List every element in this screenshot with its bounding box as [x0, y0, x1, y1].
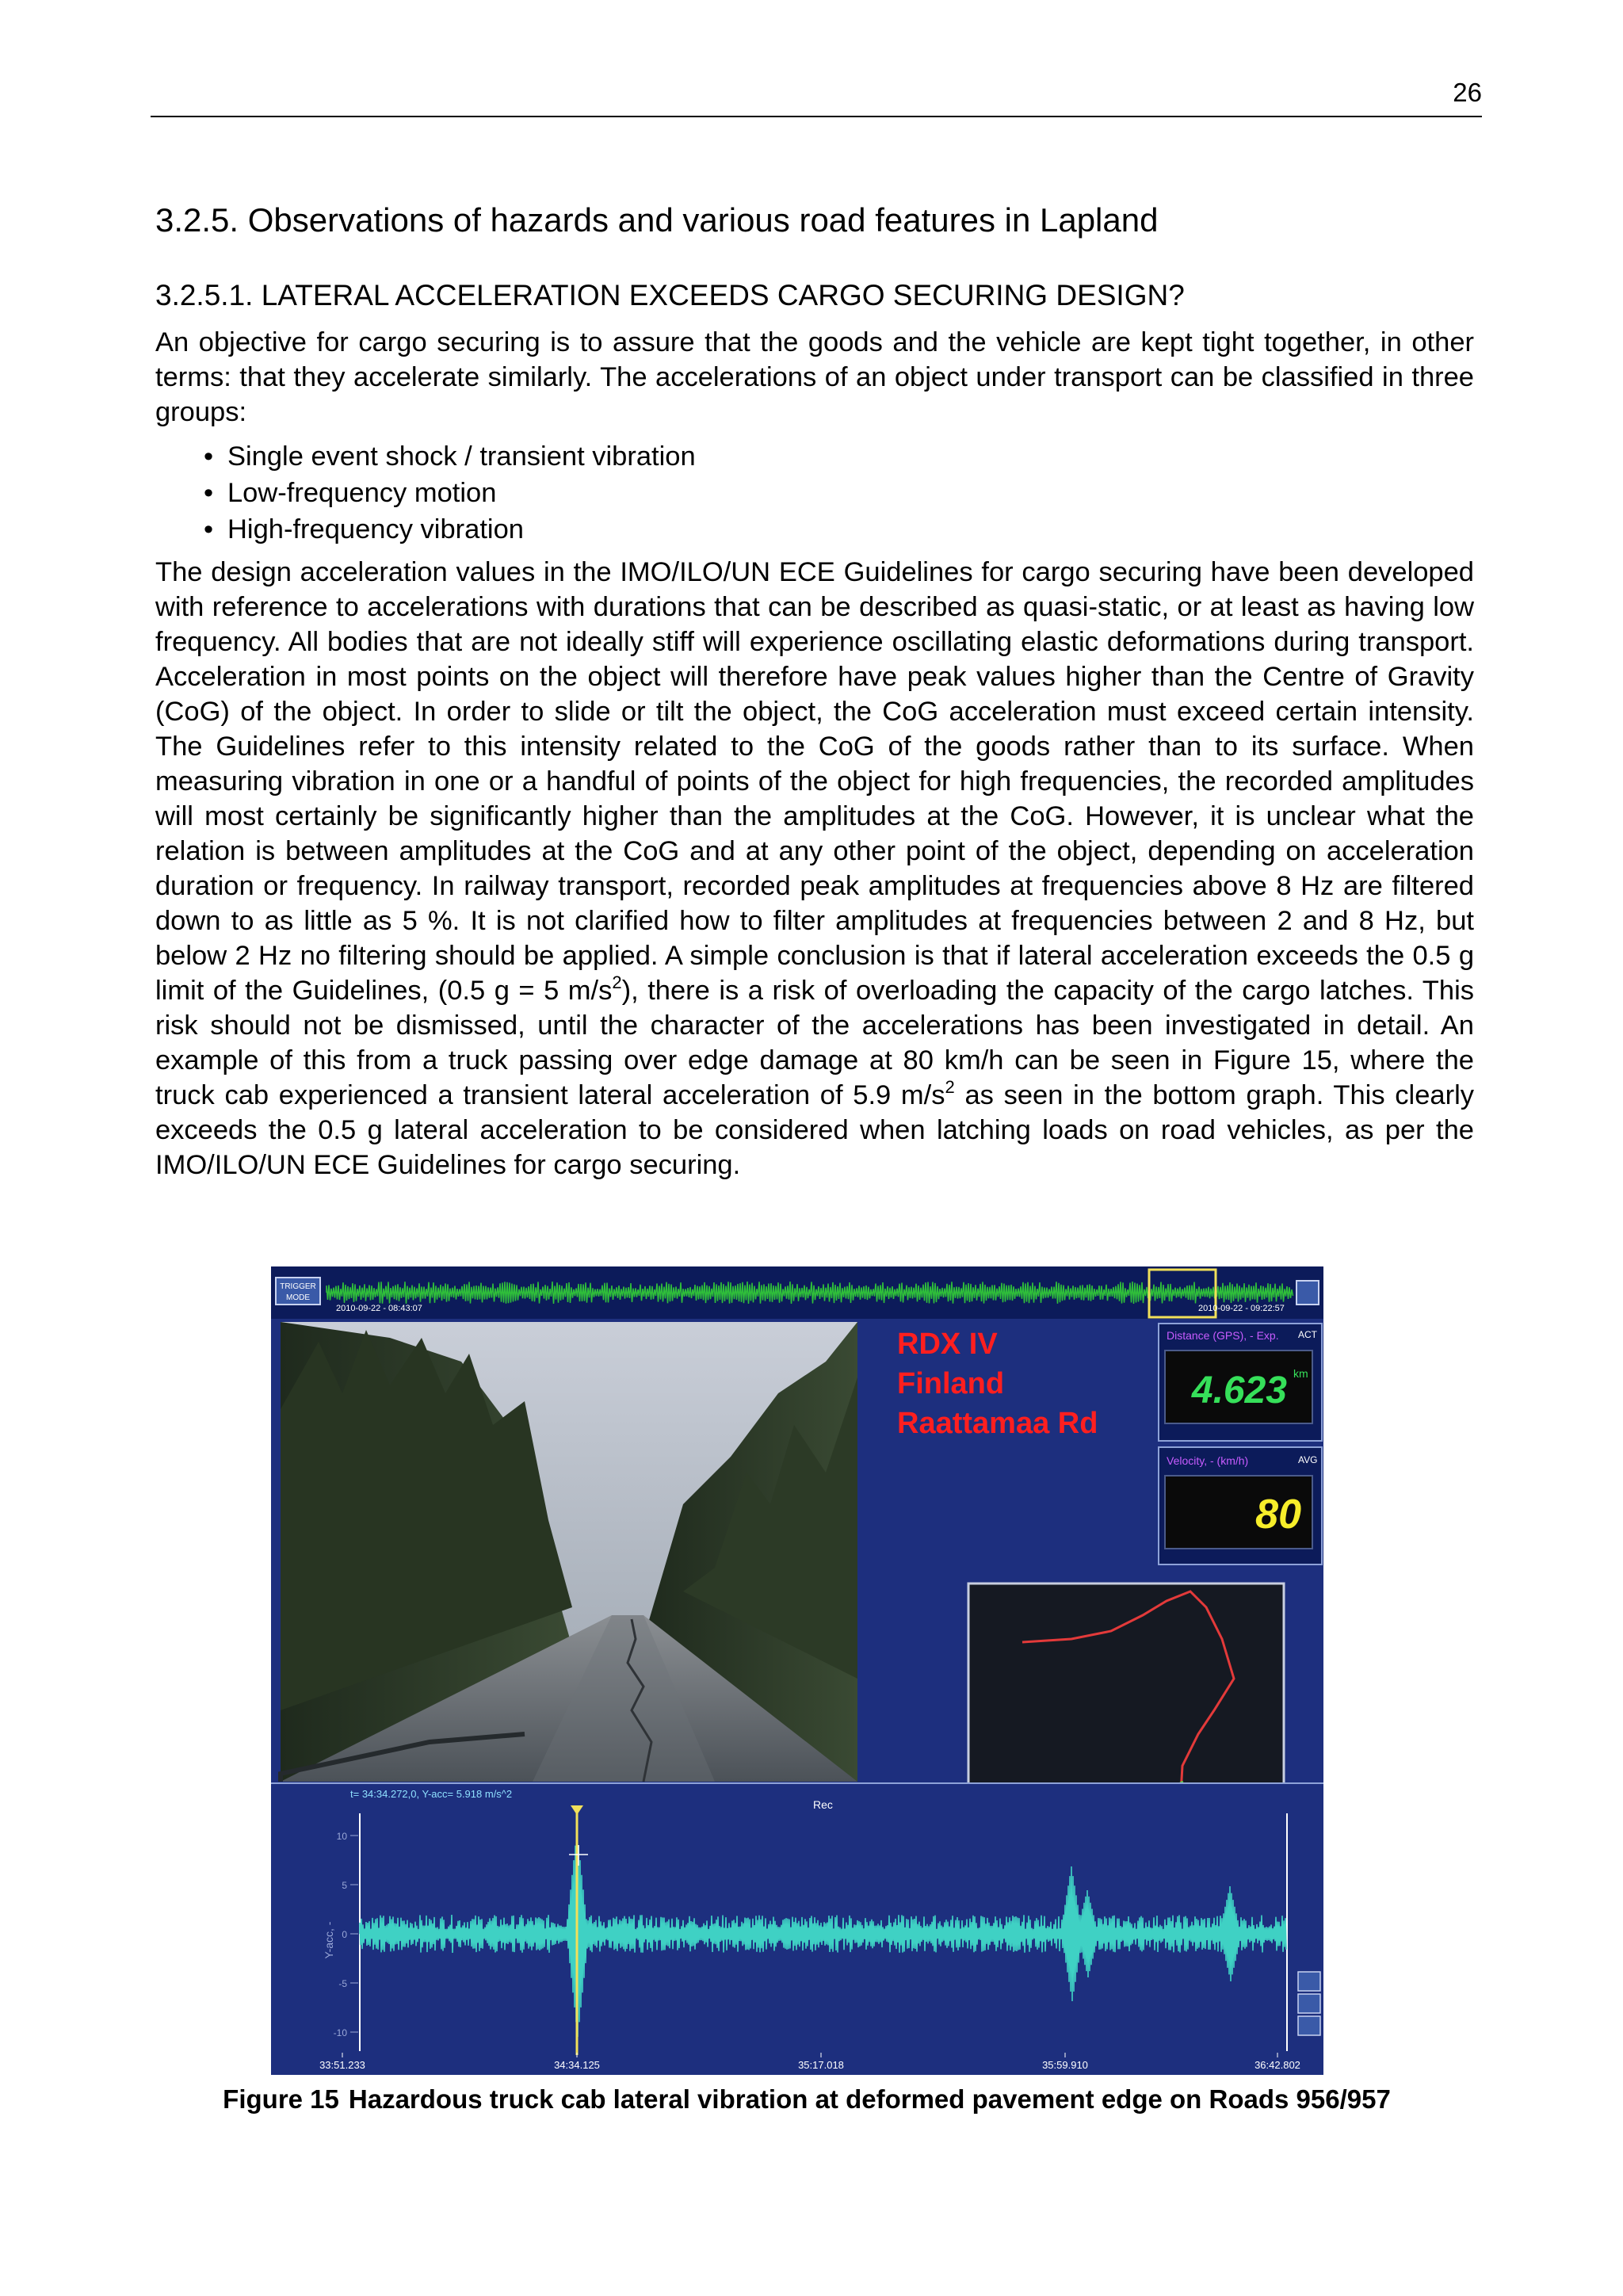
y-tick-label: -5: [338, 1978, 347, 1989]
location-country: Finland: [897, 1367, 1005, 1400]
distance-unit: km: [1293, 1367, 1308, 1380]
page-number: 26: [1453, 78, 1482, 107]
timeline-start-label: 2010-09-22 - 08:43:07: [336, 1304, 422, 1313]
trigger-mode-label: MODE: [286, 1293, 310, 1302]
time-tick-label: 36:42.802: [1254, 2059, 1300, 2071]
velocity-label: Velocity, - (km/h): [1167, 1454, 1249, 1467]
y-tick-label: 5: [342, 1880, 347, 1891]
location-road: Raattamaa Rd: [897, 1407, 1098, 1440]
subsection-heading: 3.2.5.1. LATERAL ACCELERATION EXCEEDS CARGO SECURING DESIGN?: [155, 279, 1185, 311]
paragraph-text: The design acceleration values in the IMO/ILO/UN ECE Guidelines for cargo securing have been developed with reference to accelerations with durations that can be described as quasi-static, or at least as having low frequency. All bodies that are not ideally stiff will experience oscillating elastic deformations during transport. Acceleration in most points on the object will therefore have peak values higher than the Centre of Gravity (CoG) of the object. In order to slide or tilt the object, the CoG acceleration must exceed certain intensity. The Guidelines refer to this intensity related to the CoG of the goods rather than to its surface. When measuring vibration in one or a handful of points of the object for high frequencies, the recorded amplitudes will most certainly be significantly higher than the amplitudes at the CoG. However, it is unclear what the relation is between amplitudes at the CoG and at any other point of the object, depending on acceleration duration or frequency. In railway transport, recorded peak amplitudes at frequencies above 8 Hz are filtered down to as little as 5 %. It is not clarified how to filter amplitudes at frequencies between 2 and 8 Hz, but below 2 Hz no filtering should be applied. A simple conclusion is that if lateral acceleration exceeds the 0.5 g limit of the Guidelines, (0.5 g = 5 m/s: [155, 557, 1474, 1006]
cursor-readout: t= 34:34.272,0, Y-acc= 5.918 m/s^2: [350, 1788, 513, 1800]
measurement-software-view: [271, 1266, 1323, 2075]
distance-label: Distance (GPS), - Exp.: [1167, 1329, 1279, 1342]
zoom-in-button[interactable]: [1298, 1972, 1320, 1991]
superscript: 2: [945, 1077, 955, 1097]
list-item: [204, 438, 696, 475]
y-tick-label: 0: [342, 1929, 347, 1940]
list-item-text: High-frequency vibration: [227, 514, 524, 544]
design-acceleration-paragraph: [155, 555, 1474, 1182]
y-tick-label: 10: [336, 1831, 347, 1842]
figure-label: Figure 15: [223, 2084, 339, 2114]
bullet-icon: •: [204, 478, 214, 508]
distance-tag: ACT: [1298, 1329, 1317, 1340]
superscript: 2: [612, 972, 622, 992]
distance-value: 4.623: [1191, 1370, 1287, 1412]
time-tick-label: 34:34.125: [554, 2059, 600, 2071]
list-item: [204, 511, 696, 548]
road-video-frame: [281, 1322, 857, 1782]
acceleration-graph: [271, 1783, 1323, 2075]
record-label: Rec: [813, 1798, 833, 1811]
list-item: [204, 475, 696, 511]
acceleration-groups-list: [204, 438, 696, 548]
time-tick-label: 33:51.233: [319, 2059, 365, 2071]
list-item-text: Single event shock / transient vibration: [227, 441, 696, 472]
intro-paragraph: An objective for cargo securing is to assure that the goods and the vehicle are kept tight together, in other terms: that they accelerate similarly. The accelerations of an object under transport can be classified in three groups:: [155, 327, 1474, 427]
section-heading: 3.2.5. Observations of hazards and various road features in Lapland: [155, 201, 1159, 239]
graph-settings-button[interactable]: [1298, 2016, 1320, 2035]
trigger-mode-label: TRIGGER: [280, 1282, 316, 1291]
figure-caption: [0, 2084, 1623, 2115]
bullet-icon: •: [204, 441, 214, 472]
paragraph-text: ), there is a risk of overloading the capacity of the cargo latches. This risk should not be dismissed, until the character of the accelerations has been investigated in detail. An example of this from a truck passing over edge damage at 80 km/h can be seen in Figure 15, where the truck cab experienced a transient lateral acceleration of 5.9 m/s: [155, 976, 1474, 1110]
y-tick-label: -10: [333, 2027, 347, 2038]
zoom-out-button[interactable]: [1298, 1994, 1320, 2013]
figure-screenshot: [271, 1266, 1323, 2075]
velocity-value: 80: [1255, 1492, 1301, 1538]
timeline-scroll-button[interactable]: [1296, 1281, 1319, 1305]
velocity-tag: AVG: [1298, 1454, 1318, 1465]
caption-text: Hazardous truck cab lateral vibration at deformed pavement edge on Roads 956/957: [348, 2084, 1391, 2114]
list-item-text: Low-frequency motion: [227, 478, 497, 508]
bullet-icon: •: [204, 514, 214, 544]
header-rule: [151, 116, 1482, 117]
timeline-end-label: 2010-09-22 - 09:22:57: [1198, 1304, 1285, 1313]
y-axis-label: Y-acc, -: [323, 1921, 335, 1959]
paragraph-text: as seen in the bottom graph. This clearly exceeds the 0.5 g lateral acceleration to be considered when latching loads on road vehicles, as per the IMO/ILO/UN ECE Guidelines for cargo securing.: [155, 1080, 1474, 1180]
time-tick-label: 35:17.018: [798, 2059, 844, 2071]
location-title: RDX IV: [897, 1328, 998, 1361]
time-tick-label: 35:59.910: [1042, 2059, 1088, 2071]
